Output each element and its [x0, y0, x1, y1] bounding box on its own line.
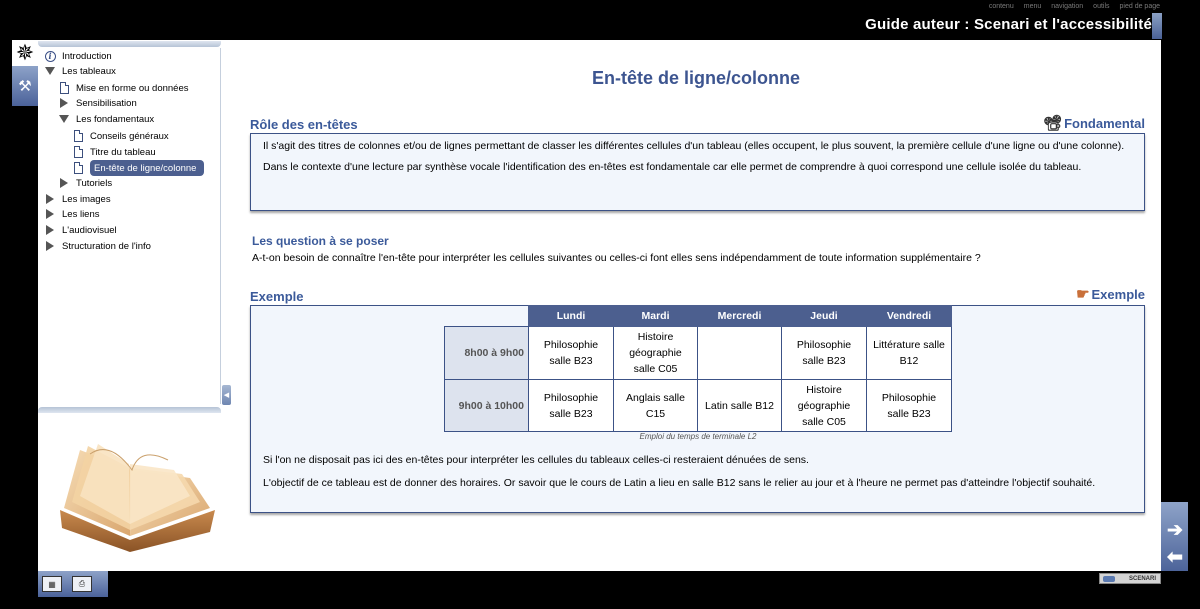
skip-link-tools[interactable]: outils [1093, 3, 1110, 10]
main-content [231, 40, 1161, 571]
example-section-title: Exemple [250, 289, 304, 304]
menu-item-label: L'audiovisuel [62, 224, 117, 236]
table-cell: Histoire géographie salle C05 [782, 380, 867, 432]
open-book-illustration [50, 440, 220, 555]
menu-item-conseils-generaux[interactable] [72, 129, 169, 143]
building-icon[interactable]: ▦ [42, 576, 62, 592]
info-icon: i [44, 50, 56, 62]
scenari-badge[interactable]: SCENARI [1099, 573, 1161, 584]
menu-item-en-tete-ligne-colonne[interactable] [72, 160, 204, 176]
menu-item-label: Les images [62, 193, 111, 205]
table-cell [698, 327, 782, 380]
questions-text: A-t-on besoin de connaître l'en-tête pour interpréter les cellules suivantes ou celles-ci font elles sens indépendamment de toute information supplémentaire ? [252, 252, 981, 264]
table-corner-cell [445, 306, 529, 327]
skip-link-menu[interactable]: menu [1023, 3, 1042, 10]
bottom-bar [0, 571, 1200, 609]
menu-bottom-edge [38, 407, 221, 413]
collapsed-arrow-icon [58, 177, 70, 189]
menu-item-les-liens[interactable] [44, 207, 100, 221]
expanded-arrow-icon [44, 65, 56, 77]
fundamental-label: Fondamental [1064, 115, 1145, 131]
table-header-row [445, 306, 952, 327]
menu-item-label: Mise en forme ou données [76, 82, 189, 94]
collapsed-arrow-icon [44, 224, 56, 236]
menu-item-label: Sensibilisation [76, 97, 137, 109]
table-cell: Philosophie salle B23 [529, 327, 614, 380]
navigation-menu [38, 48, 221, 404]
tools-icon[interactable]: ⚒ [12, 66, 38, 106]
menu-item-tutoriels[interactable] [58, 176, 112, 190]
projector-icon: 📽 [1043, 115, 1063, 132]
column-header: Jeudi [782, 306, 867, 327]
role-paragraph-1: Il s'agit des titres de colonnes et/ou de lignes permettant de classer les différentes cellules d'un tableau (elles occupent, le plus souvent, la première cellule d'une ligne ou d'une colonne). [263, 140, 1125, 152]
page-icon [58, 82, 70, 94]
menu-item-label: Les fondamentaux [76, 113, 155, 125]
menu-item-audiovisuel[interactable] [44, 223, 117, 237]
role-box [250, 133, 1145, 211]
page-icon [72, 146, 84, 158]
fundamental-tag [1043, 114, 1145, 132]
menu-item-introduction[interactable] [44, 49, 112, 63]
table-cell: Philosophie salle B23 [529, 380, 614, 432]
sidebar [38, 40, 231, 571]
site-title: Guide auteur : Scenari et l'accessibilité [865, 16, 1152, 33]
menu-item-titre-du-tableau[interactable] [72, 145, 156, 159]
page-icon [72, 130, 84, 142]
column-header: Lundi [529, 306, 614, 327]
menu-item-sensibilisation[interactable] [58, 96, 137, 110]
menu-item-structuration[interactable] [44, 239, 151, 253]
menu-item-label: Conseils généraux [90, 130, 169, 142]
menu-item-mise-en-forme[interactable] [58, 81, 188, 95]
top-bar [0, 0, 1200, 40]
table-cell: Latin salle B12 [698, 380, 782, 432]
collapsed-arrow-icon [58, 97, 70, 109]
column-header: Vendredi [867, 306, 952, 327]
collapsed-arrow-icon [44, 240, 56, 252]
page-icon [72, 162, 84, 174]
expanded-arrow-icon [58, 113, 70, 125]
table-cell: Littérature salle B12 [867, 327, 952, 380]
page-title: En-tête de ligne/colonne [591, 68, 801, 88]
accessibility-links [989, 3, 1160, 10]
print-icon[interactable]: ⎙ [72, 576, 92, 592]
previous-page-arrow-icon[interactable]: ⬅ [1167, 546, 1183, 568]
menu-item-les-images[interactable] [44, 192, 111, 206]
skip-link-content[interactable]: contenu [988, 3, 1014, 10]
menu-item-label: Tutoriels [76, 177, 113, 189]
row-header: 8h00 à 9h00 [445, 327, 529, 380]
menu-item-label: Introduction [62, 50, 112, 62]
role-paragraph-2: Dans le contexte d'une lecture par synthèse vocale l'identification des en-têtes est fondamentale car elle permet de comprendre à quoi correspond une cellule isolée du tableau. [263, 161, 1082, 173]
menu-item-label: Structuration de l'info [62, 240, 151, 252]
example-label: Exemple [1091, 286, 1145, 302]
column-header: Mardi [614, 306, 698, 327]
example-paragraph-2: L'objectif de ce tableau est de donner des horaires. Or savoir que le cours de Latin a lieu en salle B12 sans le relier au jour et à l'heure ne permet pas d'atteindre l'objectif souhaité. [263, 477, 1096, 489]
menu-item-label: Titre du tableau [90, 146, 156, 158]
collapse-sidebar-button[interactable]: ◀ [222, 385, 231, 405]
questions-title: Les question à se poser [252, 234, 389, 248]
skip-link-navigation[interactable]: navigation [1051, 3, 1084, 10]
menu-item-les-fondamentaux[interactable] [58, 112, 154, 126]
skip-link-footer[interactable]: pied de page [1119, 3, 1160, 10]
pointing-hand-icon: ☛ [1076, 286, 1090, 303]
table-row [445, 380, 952, 432]
role-section-title: Rôle des en-têtes [250, 117, 358, 132]
table-cell: Philosophie salle B23 [782, 327, 867, 380]
menu-item-les-tableaux[interactable] [44, 64, 116, 78]
menu-item-label: Les liens [62, 208, 100, 220]
bottom-tools [38, 571, 108, 597]
table-caption: Emploi du temps de terminale L2 [639, 432, 757, 441]
table-row [445, 327, 952, 380]
menu-top-edge [38, 41, 221, 47]
example-paragraph-1: Si l'on ne disposait pas ici des en-têtes pour interpréter les cellules du tableaux celles-ci resteraient dénuées de sens. [263, 454, 809, 466]
table-cell: Histoire géographie salle C05 [614, 327, 698, 380]
logo-icon: ✵ [12, 40, 38, 66]
menu-item-label: Les tableaux [62, 65, 116, 77]
table-cell: Anglais salle C15 [614, 380, 698, 432]
collapsed-arrow-icon [44, 193, 56, 205]
timetable [444, 305, 952, 432]
next-page-arrow-icon[interactable]: ➔ [1167, 519, 1183, 541]
collapsed-arrow-icon [44, 208, 56, 220]
column-header: Mercredi [698, 306, 782, 327]
title-accent [1152, 13, 1162, 39]
row-header: 9h00 à 10h00 [445, 380, 529, 432]
menu-item-label-active: En-tête de ligne/colonne [90, 160, 204, 176]
table-cell: Philosophie salle B23 [867, 380, 952, 432]
example-tag [1076, 285, 1145, 303]
